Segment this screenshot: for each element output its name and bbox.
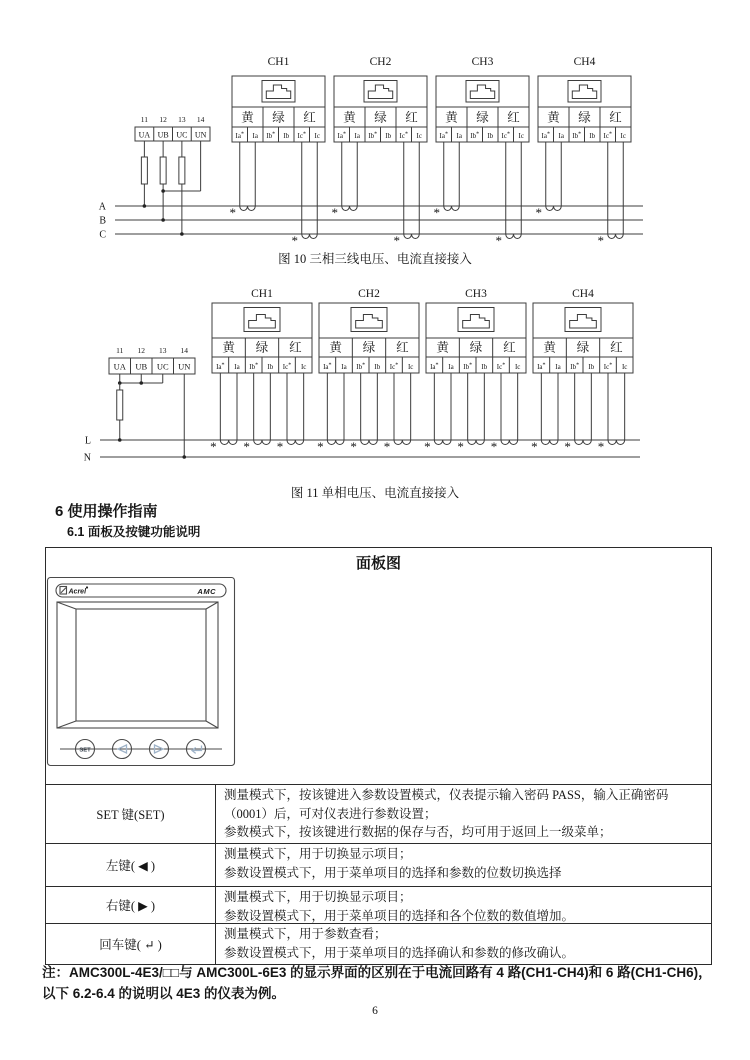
ct-coil bbox=[361, 440, 378, 445]
wire-color-label: 绿 bbox=[476, 110, 489, 125]
coil-polarity-marker: * bbox=[495, 233, 502, 248]
current-terminal-label: Ia* bbox=[541, 131, 550, 140]
wire-color-label: 黄 bbox=[547, 110, 560, 125]
current-terminal-label: Ic bbox=[300, 363, 307, 371]
coil-polarity-marker: * bbox=[597, 233, 604, 248]
connector-housing bbox=[212, 303, 312, 338]
channel-label: CH3 bbox=[465, 288, 487, 300]
ct-coil bbox=[404, 234, 420, 239]
current-terminal-label: Ic bbox=[514, 363, 521, 371]
ct-coil bbox=[468, 440, 485, 445]
current-terminal-label: Ib bbox=[267, 363, 274, 371]
rj-connector-icon bbox=[356, 315, 383, 329]
description-line: 测量模式下，用于切换显示项目； bbox=[224, 890, 412, 904]
voltage-terminal-label: UN bbox=[178, 361, 191, 372]
voltage-terminal-label: UC bbox=[176, 130, 188, 140]
fuse bbox=[179, 157, 185, 184]
coil-polarity-marker: * bbox=[531, 439, 538, 454]
current-terminal-label: Ib* bbox=[570, 362, 580, 371]
current-terminal-label: Ib bbox=[374, 363, 381, 371]
ct-coil bbox=[220, 440, 237, 445]
terminal-number: 11 bbox=[140, 115, 148, 124]
current-terminal-label: Ib* bbox=[368, 131, 378, 140]
coil-polarity-marker: * bbox=[393, 233, 400, 248]
current-terminal-label: Ia* bbox=[323, 362, 332, 371]
note-text: 注：AMC300L-4E3/□□与 AMC300L-6E3 的显示界面的区别在于电流回路有 4 路(CH1-CH4)和 6 路(CH1-CH6)，以下 6.2-6.4 的说明以 4E3 的仪表为例。 bbox=[42, 965, 712, 1001]
description-line: 参数设置模式下，用于菜单项目的选择和参数的位数切换选择 bbox=[224, 865, 562, 880]
current-terminal-label: Ib* bbox=[249, 362, 259, 371]
wire-color-label: 黄 bbox=[436, 340, 449, 355]
junction-dot bbox=[139, 381, 143, 385]
current-terminal-label: Ic* bbox=[603, 131, 612, 140]
table-row-enter-key bbox=[46, 923, 711, 964]
coil-polarity-marker: * bbox=[535, 205, 542, 220]
wire-color-label: 黄 bbox=[222, 340, 235, 355]
rj-connector-icon bbox=[368, 85, 392, 99]
current-terminal-label: Ic bbox=[407, 363, 414, 371]
description-line: 测量模式下，按该键进入参数设置模式，仪表提示输入密码 PASS，输入正确密码 bbox=[224, 788, 669, 802]
ct-coil bbox=[541, 440, 558, 445]
rj-connector-icon bbox=[249, 315, 276, 329]
key-name-cell: 回车键( ↵ ) bbox=[46, 924, 216, 964]
current-terminal-label: Ib* bbox=[356, 362, 366, 371]
description-line: 参数模式下，按该键进行数据的保存与否，均可用于返回上一级菜单； bbox=[224, 825, 612, 839]
wire-color-label: 红 bbox=[396, 340, 409, 355]
channel-label: CH1 bbox=[251, 288, 273, 300]
junction-dot bbox=[118, 438, 122, 442]
current-terminal-label: Ic bbox=[620, 132, 626, 140]
key-description-cell bbox=[216, 887, 711, 923]
current-terminal-label: Ib bbox=[588, 363, 595, 371]
wire-color-label: 红 bbox=[289, 340, 302, 355]
coil-polarity-marker: * bbox=[564, 439, 571, 454]
figure11-caption: 图 11 单相电压、电流直接接入 bbox=[290, 486, 460, 500]
rj-connector-icon bbox=[463, 315, 490, 329]
channel-label: CH4 bbox=[572, 288, 594, 300]
current-terminal-label: Ic bbox=[314, 132, 320, 140]
wire-color-label: 绿 bbox=[578, 110, 591, 125]
terminal-number: 13 bbox=[178, 115, 186, 124]
current-terminal-label: Ic* bbox=[282, 362, 292, 371]
ct-coil bbox=[342, 206, 358, 211]
rj-connector-icon bbox=[572, 85, 596, 99]
phase-line-label: L bbox=[84, 435, 91, 447]
voltage-terminal-label: UC bbox=[156, 361, 169, 372]
current-terminal-label: Ic* bbox=[389, 362, 399, 371]
terminal-number: 12 bbox=[137, 346, 145, 355]
brand-text: Acrel bbox=[68, 588, 87, 596]
channel-label: CH3 bbox=[471, 56, 494, 68]
terminal-number: 14 bbox=[196, 115, 205, 124]
ct-coil bbox=[287, 440, 304, 445]
junction-dot bbox=[161, 189, 165, 193]
current-terminal-label: Ib* bbox=[266, 131, 276, 140]
connector-housing bbox=[319, 303, 419, 338]
figure11-wiring-diagram bbox=[0, 275, 750, 505]
wire-color-label: 红 bbox=[503, 340, 516, 355]
current-terminal-label: Ib bbox=[589, 132, 596, 140]
display-bezel bbox=[57, 602, 218, 728]
channel-label: CH4 bbox=[573, 56, 596, 68]
junction-dot bbox=[161, 218, 165, 222]
junction-dot bbox=[180, 232, 184, 236]
wire-color-label: 红 bbox=[609, 110, 622, 125]
current-terminal-label: Ia bbox=[558, 132, 564, 140]
coil-polarity-marker: * bbox=[291, 233, 298, 248]
wire-color-label: 红 bbox=[507, 110, 520, 125]
current-terminal-label: Ia* bbox=[216, 362, 225, 371]
junction-dot bbox=[143, 204, 147, 208]
registered-mark-dot bbox=[86, 586, 88, 588]
table-row-right-key bbox=[46, 886, 711, 923]
description-line: 测量模式下，用于参数查看； bbox=[224, 927, 387, 941]
wire-color-label: 绿 bbox=[576, 340, 590, 355]
current-terminal-label: Ia* bbox=[337, 131, 346, 140]
current-terminal-label: Ib bbox=[487, 132, 494, 140]
description-line: 测量模式下，用于切换显示项目； bbox=[224, 847, 412, 861]
coil-polarity-marker: * bbox=[433, 205, 440, 220]
current-terminal-label: Ic* bbox=[501, 131, 510, 140]
figure10-caption: 图 10 三相三线电压、电流直接接入 bbox=[278, 252, 472, 266]
connector-housing bbox=[426, 303, 526, 338]
ct-coil bbox=[506, 234, 522, 239]
fuse bbox=[117, 390, 123, 420]
coil-polarity-marker: * bbox=[350, 439, 357, 454]
page-number: 6 bbox=[372, 1005, 378, 1017]
current-terminal-label: Ib bbox=[283, 132, 290, 140]
ct-coil bbox=[608, 440, 625, 445]
current-terminal-label: Ia* bbox=[430, 362, 439, 371]
rj-connector-icon bbox=[470, 85, 494, 99]
ct-coil bbox=[501, 440, 518, 445]
current-terminal-label: Ib bbox=[481, 363, 488, 371]
key-name-cell: SET 键(SET) bbox=[46, 785, 216, 843]
description-line: 参数设置模式下，用于菜单项目的选择确认和参数的修改确认。 bbox=[224, 945, 575, 960]
section-6-1-heading: 6.1 面板及按键功能说明 bbox=[67, 525, 201, 539]
key-description-cell bbox=[216, 844, 711, 886]
current-terminal-label: Ic* bbox=[297, 131, 306, 140]
panel-diagram-title: 面板图 bbox=[355, 555, 401, 572]
figure10-wiring-diagram bbox=[0, 45, 750, 275]
terminal-number: 12 bbox=[159, 115, 167, 124]
channel-label: CH2 bbox=[358, 288, 380, 300]
key-description-cell bbox=[216, 924, 711, 964]
current-terminal-label: Ic* bbox=[496, 362, 506, 371]
coil-polarity-marker: * bbox=[331, 205, 338, 220]
model-text: AMC bbox=[197, 587, 216, 596]
terminal-number: 14 bbox=[180, 346, 188, 355]
set-button-label: SET bbox=[79, 747, 91, 754]
channel-label: CH1 bbox=[267, 56, 290, 68]
coil-polarity-marker: * bbox=[210, 439, 217, 454]
wire-color-label: 黄 bbox=[329, 340, 342, 355]
description-line: 参数设置模式下，用于菜单项目的选择和各个位数的数值增加。 bbox=[224, 908, 575, 923]
ct-coil bbox=[608, 234, 624, 239]
button-row bbox=[60, 740, 222, 759]
ct-coil bbox=[254, 440, 271, 445]
coil-polarity-marker: * bbox=[383, 439, 391, 454]
table-row-set-key bbox=[46, 784, 711, 843]
wire-color-label: 红 bbox=[610, 340, 623, 355]
wire-color-label: 黄 bbox=[343, 110, 356, 125]
coil-polarity-marker: * bbox=[229, 205, 236, 220]
key-name-cell: 右键( ▶ ) bbox=[46, 887, 216, 923]
wire-color-label: 绿 bbox=[272, 110, 285, 125]
ct-coil bbox=[240, 206, 256, 211]
section-6-heading: 6 使用操作指南 bbox=[55, 503, 158, 520]
phase-line-label: C bbox=[99, 229, 106, 241]
table-row-left-key bbox=[46, 843, 711, 886]
current-terminal-label: Ib* bbox=[463, 362, 473, 371]
ct-coil bbox=[394, 440, 411, 445]
acrel-logo-mark bbox=[60, 587, 67, 595]
current-terminal-label: Ic* bbox=[399, 131, 408, 140]
current-terminal-label: Ia bbox=[456, 132, 462, 140]
coil-polarity-marker: * bbox=[243, 439, 250, 454]
panel-diagram-cell bbox=[46, 548, 711, 784]
current-terminal-label: Ia bbox=[354, 132, 360, 140]
current-terminal-label: Ia* bbox=[439, 131, 448, 140]
description-line: （0001）后，可对仪表进行参数设置； bbox=[224, 806, 437, 821]
wire-color-label: 黄 bbox=[241, 110, 254, 125]
phase-line-label: B bbox=[99, 215, 106, 227]
rj-connector-icon bbox=[266, 85, 290, 99]
meter-panel-drawing bbox=[46, 576, 236, 767]
fuse bbox=[141, 157, 147, 184]
wire-color-label: 绿 bbox=[374, 110, 387, 125]
voltage-terminal-label: UA bbox=[138, 130, 151, 140]
fuse bbox=[160, 157, 166, 184]
ct-coil bbox=[546, 206, 562, 211]
key-description-cell bbox=[216, 785, 711, 843]
coil-polarity-marker: * bbox=[457, 439, 464, 454]
ct-coil bbox=[575, 440, 592, 445]
key-name-cell: 左键( ◀ ) bbox=[46, 844, 216, 886]
voltage-terminal-label: UA bbox=[113, 361, 126, 372]
wire-color-label: 黄 bbox=[543, 340, 556, 355]
terminal-number: 11 bbox=[116, 346, 124, 355]
ct-coil bbox=[327, 440, 344, 445]
ct-coil bbox=[444, 206, 460, 211]
current-terminal-label: Ia* bbox=[537, 362, 546, 371]
junction-dot bbox=[182, 455, 186, 459]
coil-polarity-marker: * bbox=[424, 439, 431, 454]
current-terminal-label: Ia bbox=[234, 363, 240, 371]
ct-coil bbox=[302, 234, 318, 239]
current-terminal-label: Ib bbox=[385, 132, 392, 140]
current-terminal-label: Ib* bbox=[470, 131, 480, 140]
current-terminal-label: Ic bbox=[621, 363, 628, 371]
wire-color-label: 绿 bbox=[469, 340, 483, 355]
wire-color-label: 绿 bbox=[362, 340, 376, 355]
terminal-number: 13 bbox=[159, 346, 167, 355]
current-terminal-label: Ia bbox=[341, 363, 347, 371]
current-terminal-label: Ia bbox=[448, 363, 454, 371]
wire-color-label: 绿 bbox=[255, 340, 269, 355]
wire-color-label: 红 bbox=[303, 110, 316, 125]
coil-polarity-marker: * bbox=[490, 439, 498, 454]
rj-connector-icon bbox=[570, 315, 597, 329]
wire-color-label: 黄 bbox=[445, 110, 458, 125]
panel-function-table bbox=[45, 547, 712, 965]
wire-color-label: 红 bbox=[405, 110, 418, 125]
coil-polarity-marker: * bbox=[317, 439, 324, 454]
voltage-terminal-label: UN bbox=[194, 130, 207, 140]
current-terminal-label: Ic* bbox=[603, 362, 613, 371]
current-terminal-label: Ic bbox=[416, 132, 422, 140]
current-terminal-label: Ia bbox=[555, 363, 561, 371]
coil-polarity-marker: * bbox=[276, 439, 284, 454]
coil-polarity-marker: * bbox=[597, 439, 605, 454]
voltage-terminal-label: UB bbox=[135, 361, 148, 372]
phase-line-label: N bbox=[83, 452, 91, 464]
current-terminal-label: Ic bbox=[518, 132, 524, 140]
current-terminal-label: Ia* bbox=[235, 131, 244, 140]
current-terminal-label: Ia bbox=[252, 132, 258, 140]
voltage-terminal-label: UB bbox=[157, 130, 169, 140]
phase-line-label: A bbox=[98, 201, 106, 213]
current-terminal-label: Ib* bbox=[572, 131, 582, 140]
connector-housing bbox=[533, 303, 633, 338]
ct-coil bbox=[434, 440, 451, 445]
channel-label: CH2 bbox=[369, 56, 392, 68]
